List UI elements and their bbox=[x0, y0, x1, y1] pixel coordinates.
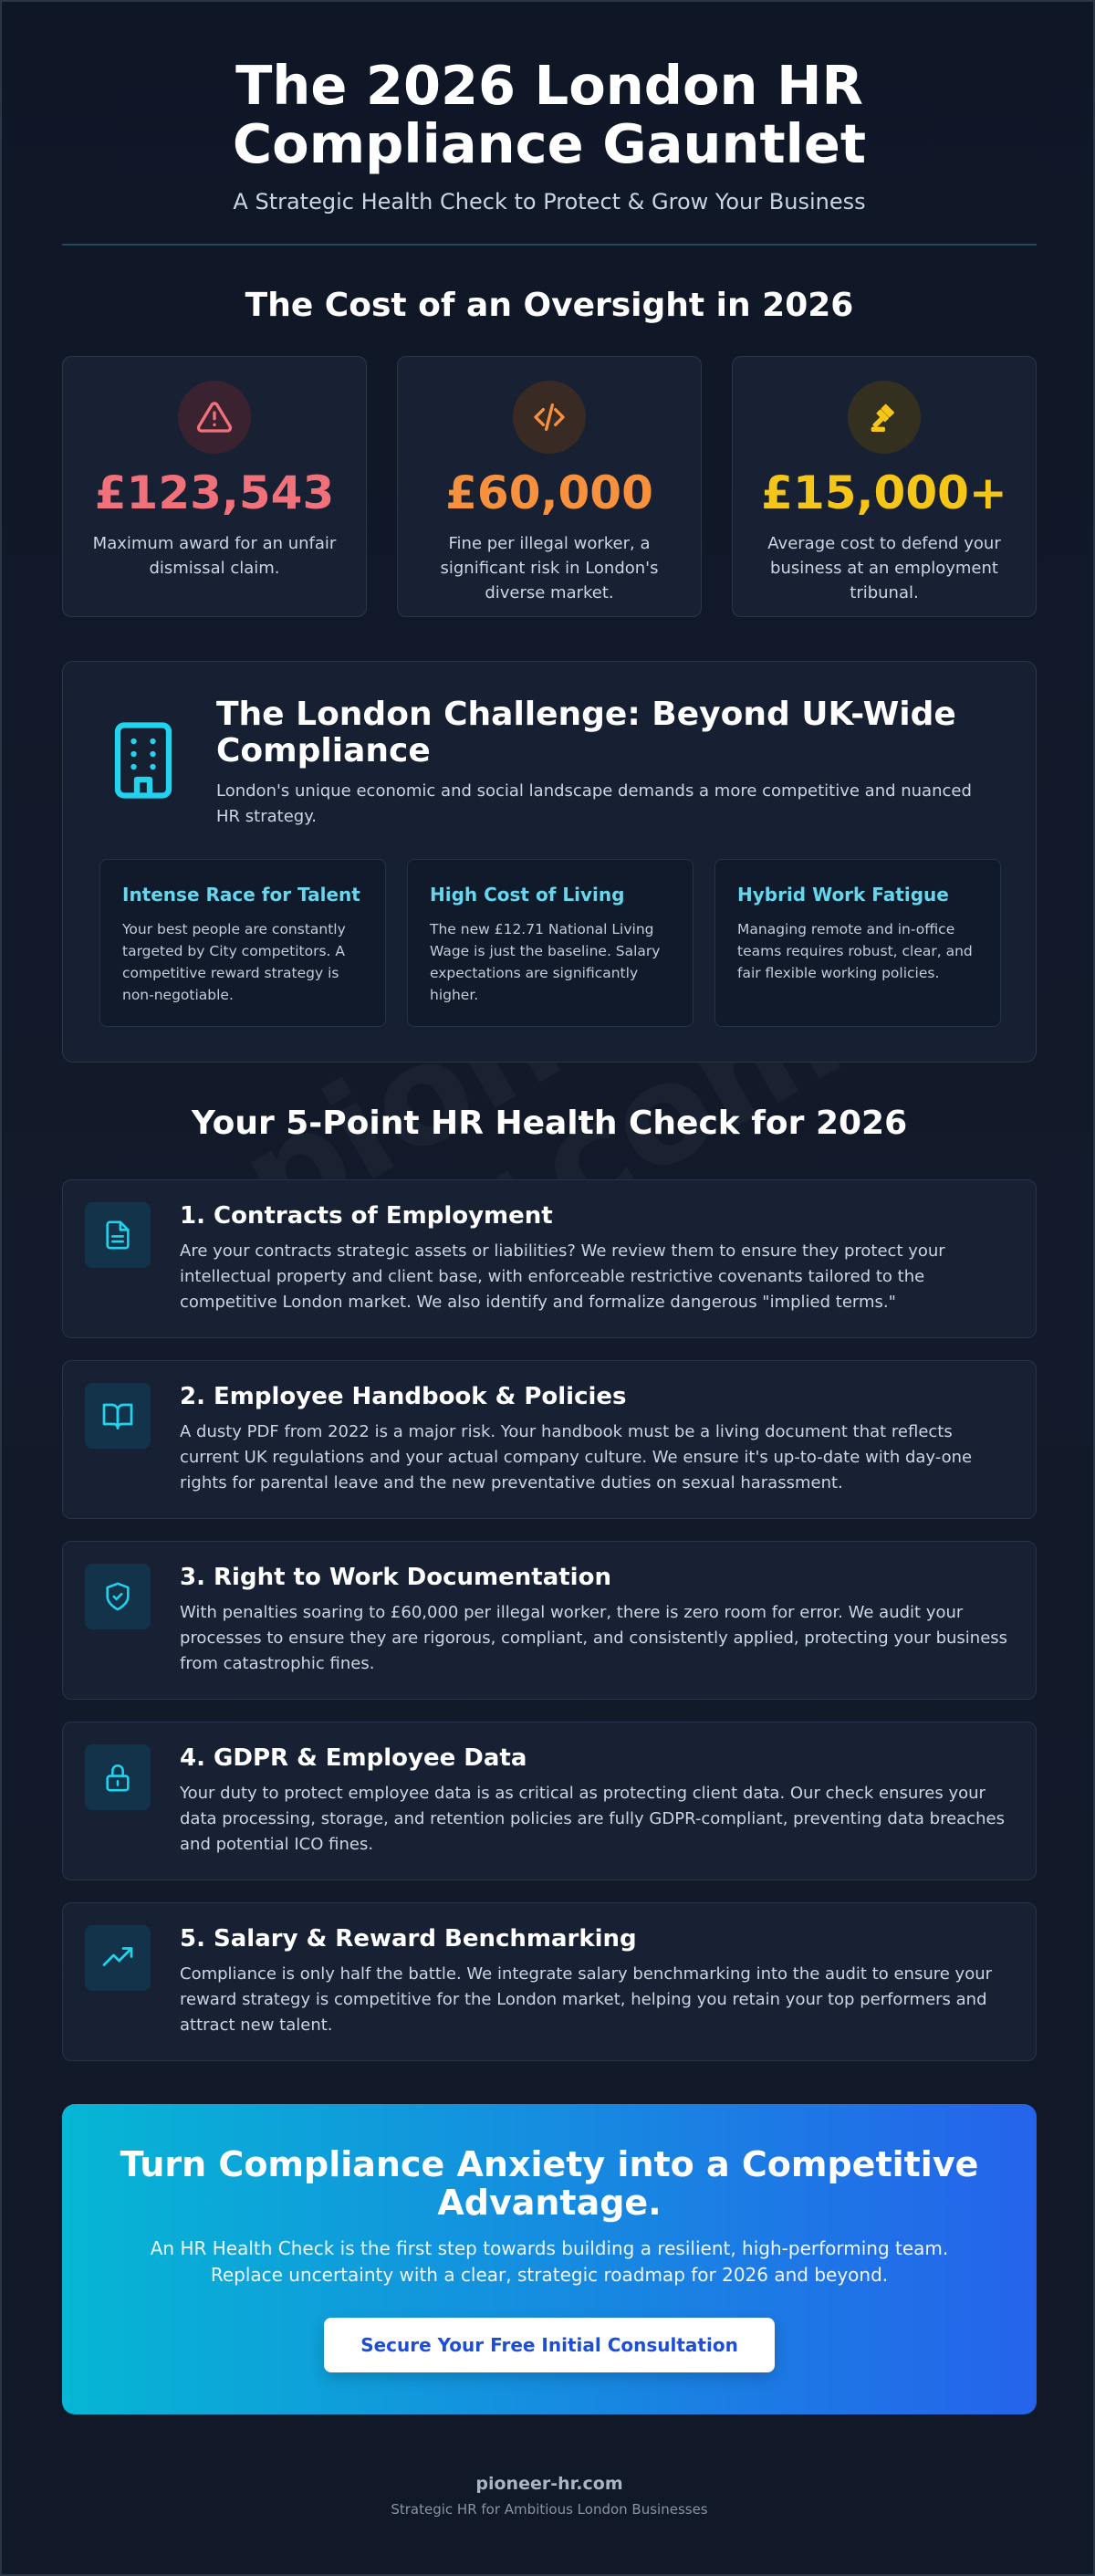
header-divider bbox=[62, 244, 1037, 246]
document-icon bbox=[85, 1202, 151, 1268]
stat-card-tribunal bbox=[732, 356, 1037, 617]
code-icon bbox=[513, 381, 586, 454]
page-header bbox=[62, 54, 1037, 215]
page-title-line-1: The 2026 London HR bbox=[235, 54, 863, 117]
challenge-description: London's unique economic and social landscape demands a more competitive and nuanced HR strategy. bbox=[216, 781, 972, 826]
cta-panel bbox=[62, 2104, 1037, 2414]
check-title: 4. GDPR & Employee Data bbox=[180, 1744, 527, 1772]
page-subtitle: A Strategic Health Check to Protect & Grow Your Business bbox=[233, 189, 866, 215]
check-item-contracts bbox=[62, 1179, 1037, 1338]
shield-check-icon bbox=[85, 1564, 151, 1629]
challenge-card-hybrid-work bbox=[714, 859, 1001, 1027]
london-challenge-panel bbox=[62, 661, 1037, 1063]
stat-card-illegal-worker bbox=[397, 356, 702, 617]
book-icon bbox=[85, 1383, 151, 1449]
check-item-salary bbox=[62, 1902, 1037, 2061]
challenge-card-title: Intense Race for Talent bbox=[122, 884, 360, 906]
challenge-title: The London Challenge: Beyond UK-Wide Compliance bbox=[216, 696, 956, 770]
lock-icon bbox=[85, 1744, 151, 1810]
check-text: Are your contracts strategic assets or liabilities? We review them to ensure they protect your intellectual property and client base, with enforceable restrictive covenants tailored to the competitive London market. We also identify and formalize dangerous "implied terms." bbox=[180, 1241, 945, 1312]
challenge-card-title: High Cost of Living bbox=[430, 884, 625, 906]
page-title bbox=[62, 54, 1037, 175]
cost-stats bbox=[62, 356, 1037, 617]
check-text: A dusty PDF from 2022 is a major risk. Your handbook must be a living document that reflects current UK regulations and your actual company culture. We ensure it's up-to-date with day-one rights for parental leave and the new preventative duties on sexual harassment. bbox=[180, 1422, 973, 1492]
stat-description: Average cost to defend your business at an employment tribunal. bbox=[767, 534, 1001, 602]
footer-tagline: Strategic HR for Ambitious London Businesses bbox=[391, 2501, 708, 2518]
challenge-card-text: Managing remote and in-office teams requires robust, clear, and fair flexible working policies. bbox=[737, 921, 973, 982]
stat-card-dismissal bbox=[62, 356, 367, 617]
check-text: Your duty to protect employee data is as critical as protecting client data. Our check ensures your data processing, storage, and retention policies are fully GDPR-compliant, preventing data breaches and potential ICO fines. bbox=[180, 1784, 1005, 1854]
health-check-title: Your 5-Point HR Health Check for 2026 bbox=[191, 1105, 908, 1142]
challenge-card-cost-of-living bbox=[407, 859, 694, 1027]
challenge-card-title: Hybrid Work Fatigue bbox=[737, 884, 949, 906]
trending-up-icon bbox=[85, 1925, 151, 1991]
check-title: 1. Contracts of Employment bbox=[180, 1202, 553, 1230]
check-text: With penalties soaring to £60,000 per illegal worker, there is zero room for error. We audit your processes to ensure they are rigorous, compliant, and consistently applied, protecting your business from catastrophic fines. bbox=[180, 1603, 1008, 1673]
consultation-button[interactable]: Secure Your Free Initial Consultation bbox=[324, 2318, 775, 2372]
stat-value: £15,000+ bbox=[761, 466, 1007, 519]
cta-title: Turn Compliance Anxiety into a Competitive Advantage. bbox=[120, 2144, 979, 2223]
challenge-card-talent bbox=[99, 859, 386, 1027]
check-title: 2. Employee Handbook & Policies bbox=[180, 1383, 627, 1410]
stat-description: Fine per illegal worker, a significant risk in London's diverse market. bbox=[440, 534, 659, 602]
warning-icon bbox=[178, 381, 251, 454]
cost-section-title: The Cost of an Oversight in 2026 bbox=[245, 287, 854, 324]
challenge-card-text: The new £12.71 National Living Wage is just the baseline. Salary expectations are significantly higher. bbox=[430, 921, 661, 1004]
page-title-line-2: Compliance Gauntlet bbox=[232, 111, 867, 175]
check-title: 3. Right to Work Documentation bbox=[180, 1564, 611, 1591]
health-check-list bbox=[62, 1179, 1037, 2083]
challenge-cards bbox=[99, 859, 1001, 1027]
check-item-gdpr bbox=[62, 1722, 1037, 1880]
check-item-right-to-work bbox=[62, 1541, 1037, 1700]
check-title: 5. Salary & Reward Benchmarking bbox=[180, 1925, 637, 1953]
footer-brand: pioneer-hr.com bbox=[475, 2474, 623, 2494]
challenge-card-text: Your best people are constantly targeted by City competitors. A competitive reward strategy is non-negotiable. bbox=[122, 921, 346, 1004]
stat-value: £60,000 bbox=[445, 466, 653, 519]
check-text: Compliance is only half the battle. We integrate salary benchmarking into the audit to ensure your reward strategy is competitive for the London market, helping you retain your top performers and attract new talent. bbox=[180, 1964, 993, 2035]
stat-value: £123,543 bbox=[94, 466, 335, 519]
stat-description: Maximum award for an unfair dismissal claim. bbox=[92, 534, 337, 578]
cta-text: An HR Health Check is the first step towards building a resilient, high-performing team. Replace uncertainty with a clear, strategic roadmap for 2026 and beyond. bbox=[150, 2237, 949, 2286]
building-icon bbox=[105, 718, 182, 806]
check-item-handbook bbox=[62, 1360, 1037, 1519]
page-footer bbox=[62, 2474, 1037, 2518]
gavel-icon bbox=[848, 381, 921, 454]
